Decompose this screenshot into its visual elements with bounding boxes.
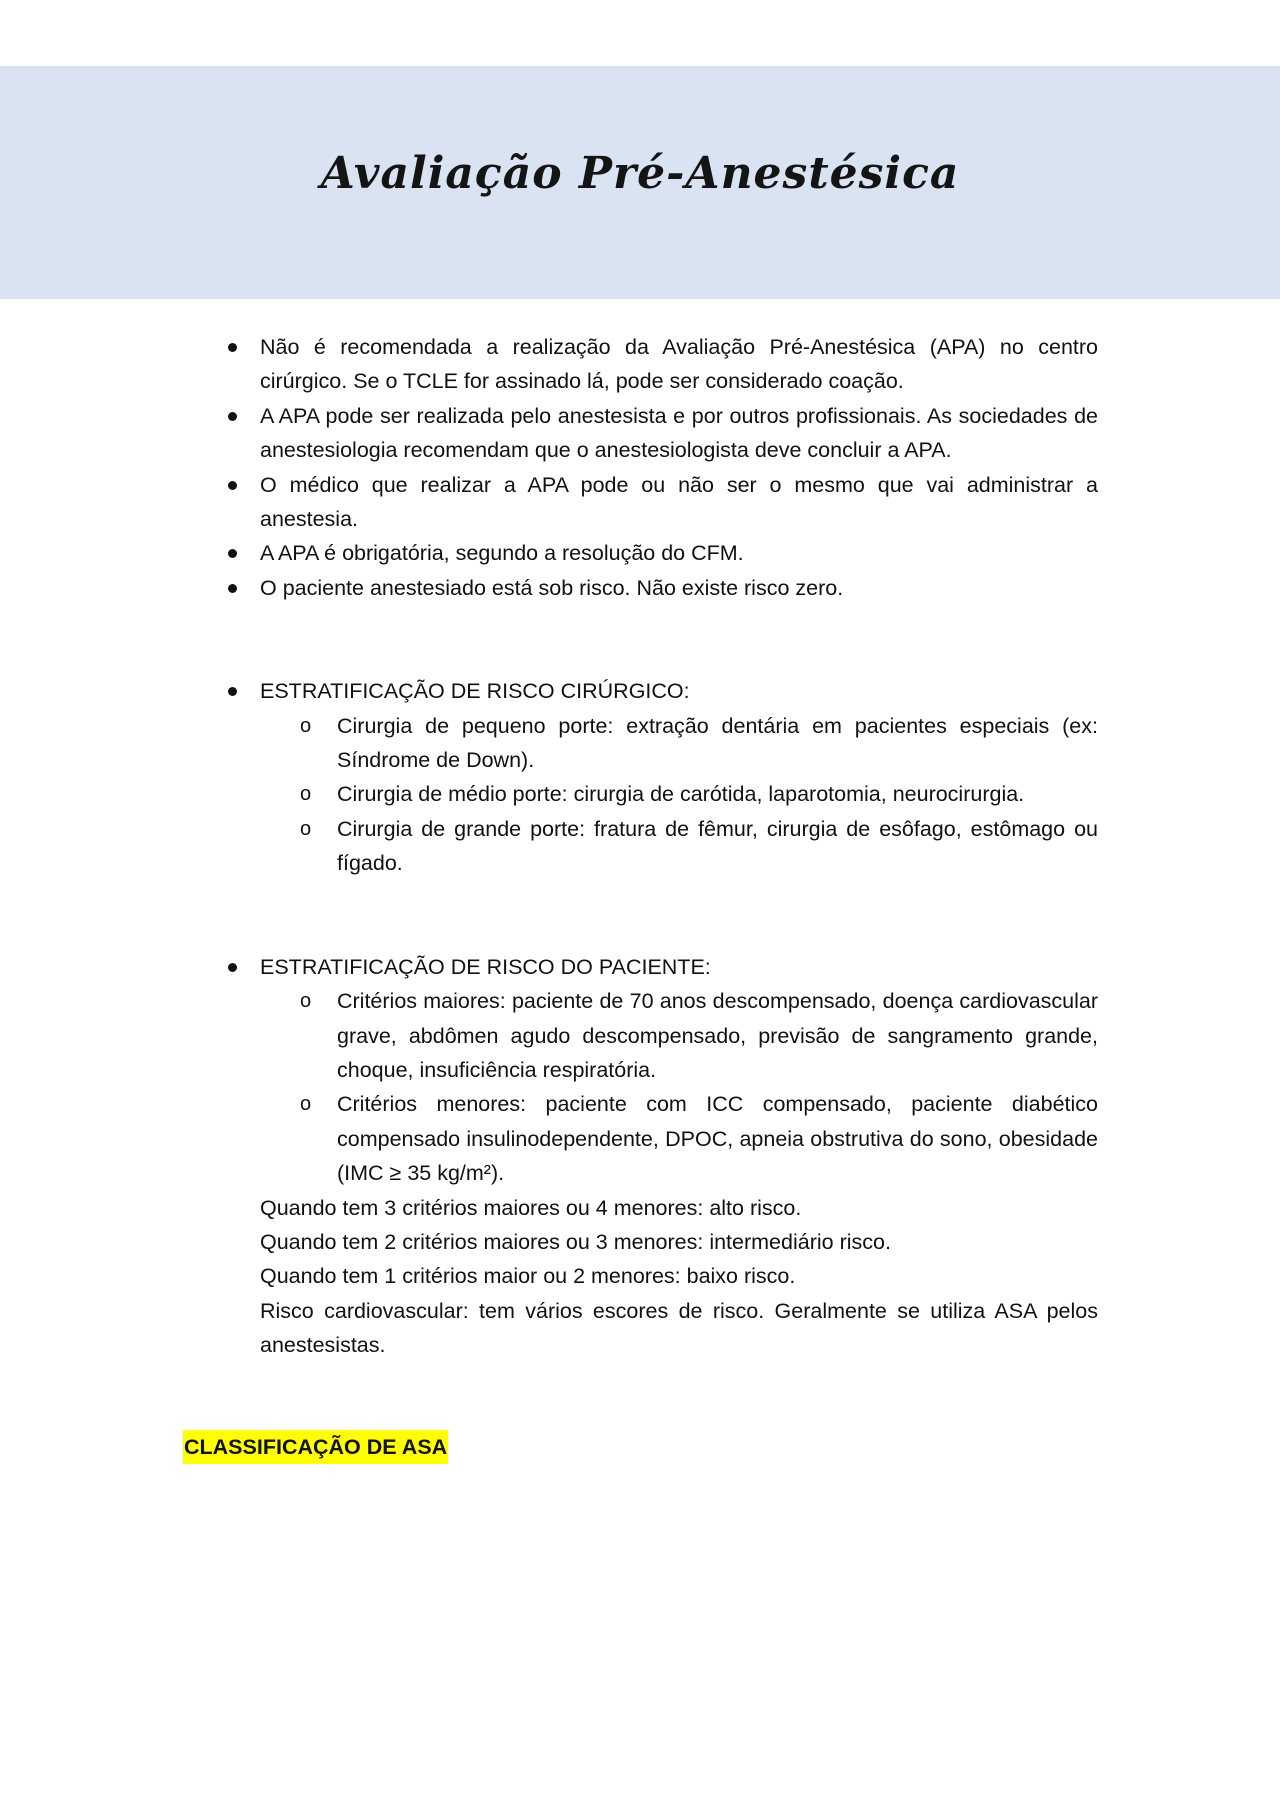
sub-item-text: Cirurgia de grande porte: fratura de fêmur, cirurgia de esôfago, estômago ou fígado. <box>337 816 1098 876</box>
list-item <box>183 536 1098 570</box>
list-item <box>183 468 1098 537</box>
asa-heading: CLASSIFICAÇÃO DE ASA <box>183 1430 448 1464</box>
bullet-text: A APA pode ser realizada pelo anestesista e por outros profissionais. As sociedades de anestesiologia recomendam que o anestesiologista deve concluir a APA. <box>260 403 1098 463</box>
sub-list-item <box>260 777 1098 811</box>
document-body <box>183 330 1098 1464</box>
circle-bullet-icon: o <box>300 783 312 806</box>
sub-item-text: Critérios menores: paciente com ICC compensado, paciente diabético compensado insulinodependente, DPOC, apneia obstrutiva do sono, obesidade (IMC ≥ 35 kg/m²). <box>337 1092 1098 1186</box>
surgical-risk-heading: ESTRATIFICAÇÃO DE RISCO CIRÚRGICO: <box>260 679 690 704</box>
intro-bullet-list <box>183 330 1098 605</box>
patient-risk-section <box>183 950 1098 1191</box>
surgical-risk-section <box>183 674 1098 880</box>
bullet-icon <box>228 963 237 972</box>
circle-bullet-icon: o <box>300 714 312 737</box>
bullet-text: O paciente anestesiado está sob risco. Não existe risco zero. <box>260 575 844 600</box>
risk-note: Quando tem 1 critérios maior ou 2 menores: baixo risco. <box>260 1264 796 1289</box>
sub-list-item <box>260 812 1098 881</box>
circle-bullet-icon: o <box>300 1093 312 1116</box>
bullet-icon <box>228 549 237 558</box>
circle-bullet-icon: o <box>300 990 312 1013</box>
risk-note: Risco cardiovascular: tem vários escores de risco. Geralmente se utiliza ASA pelos anestesistas. <box>260 1298 1098 1358</box>
sub-list-item <box>260 984 1098 1087</box>
asa-section <box>183 1430 1098 1464</box>
sub-item-text: Critérios maiores: paciente de 70 anos descompensado, doença cardiovascular grave, abdômen agudo descompensado, previsão de sangramento grande, choque, insuficiência respiratória. <box>337 989 1098 1082</box>
bullet-icon <box>228 412 237 421</box>
circle-bullet-icon: o <box>300 817 312 840</box>
bullet-text: O médico que realizar a APA pode ou não ser o mesmo que vai administrar a anestesia. <box>260 472 1098 532</box>
risk-note: Quando tem 2 critérios maiores ou 3 menores: intermediário risco. <box>260 1229 891 1254</box>
patient-risk-heading: ESTRATIFICAÇÃO DE RISCO DO PACIENTE: <box>260 954 711 979</box>
sub-item-text: Cirurgia de pequeno porte: extração dentária em pacientes especiais (ex: Síndrome de Down). <box>337 713 1098 773</box>
surgical-risk-list <box>260 709 1098 881</box>
bullet-icon <box>228 687 237 696</box>
list-item <box>183 330 1098 399</box>
spacer <box>183 1363 1098 1430</box>
list-item <box>183 399 1098 468</box>
spacer <box>183 881 1098 950</box>
bullet-icon <box>228 481 237 490</box>
bullet-text: A APA é obrigatória, segundo a resolução do CFM. <box>260 541 744 566</box>
sub-list-item <box>260 709 1098 778</box>
bullet-icon <box>228 343 237 352</box>
page-title: Avaliação Pré-Anestésica <box>320 148 960 199</box>
list-item <box>183 674 1098 880</box>
spacer <box>183 605 1098 674</box>
list-item <box>183 950 1098 1191</box>
risk-note: Quando tem 3 critérios maiores ou 4 menores: alto risco. <box>260 1195 802 1220</box>
list-item <box>183 571 1098 605</box>
sub-item-text: Cirurgia de médio porte: cirurgia de carótida, laparotomia, neurocirurgia. <box>337 782 1025 807</box>
bullet-text: Não é recomendada a realização da Avaliação Pré-Anestésica (APA) no centro cirúrgico. Se o TCLE for assinado lá, pode ser considerado coação. <box>260 335 1098 394</box>
bullet-icon <box>228 584 237 593</box>
patient-risk-list <box>260 984 1098 1190</box>
sub-list-item <box>260 1087 1098 1190</box>
